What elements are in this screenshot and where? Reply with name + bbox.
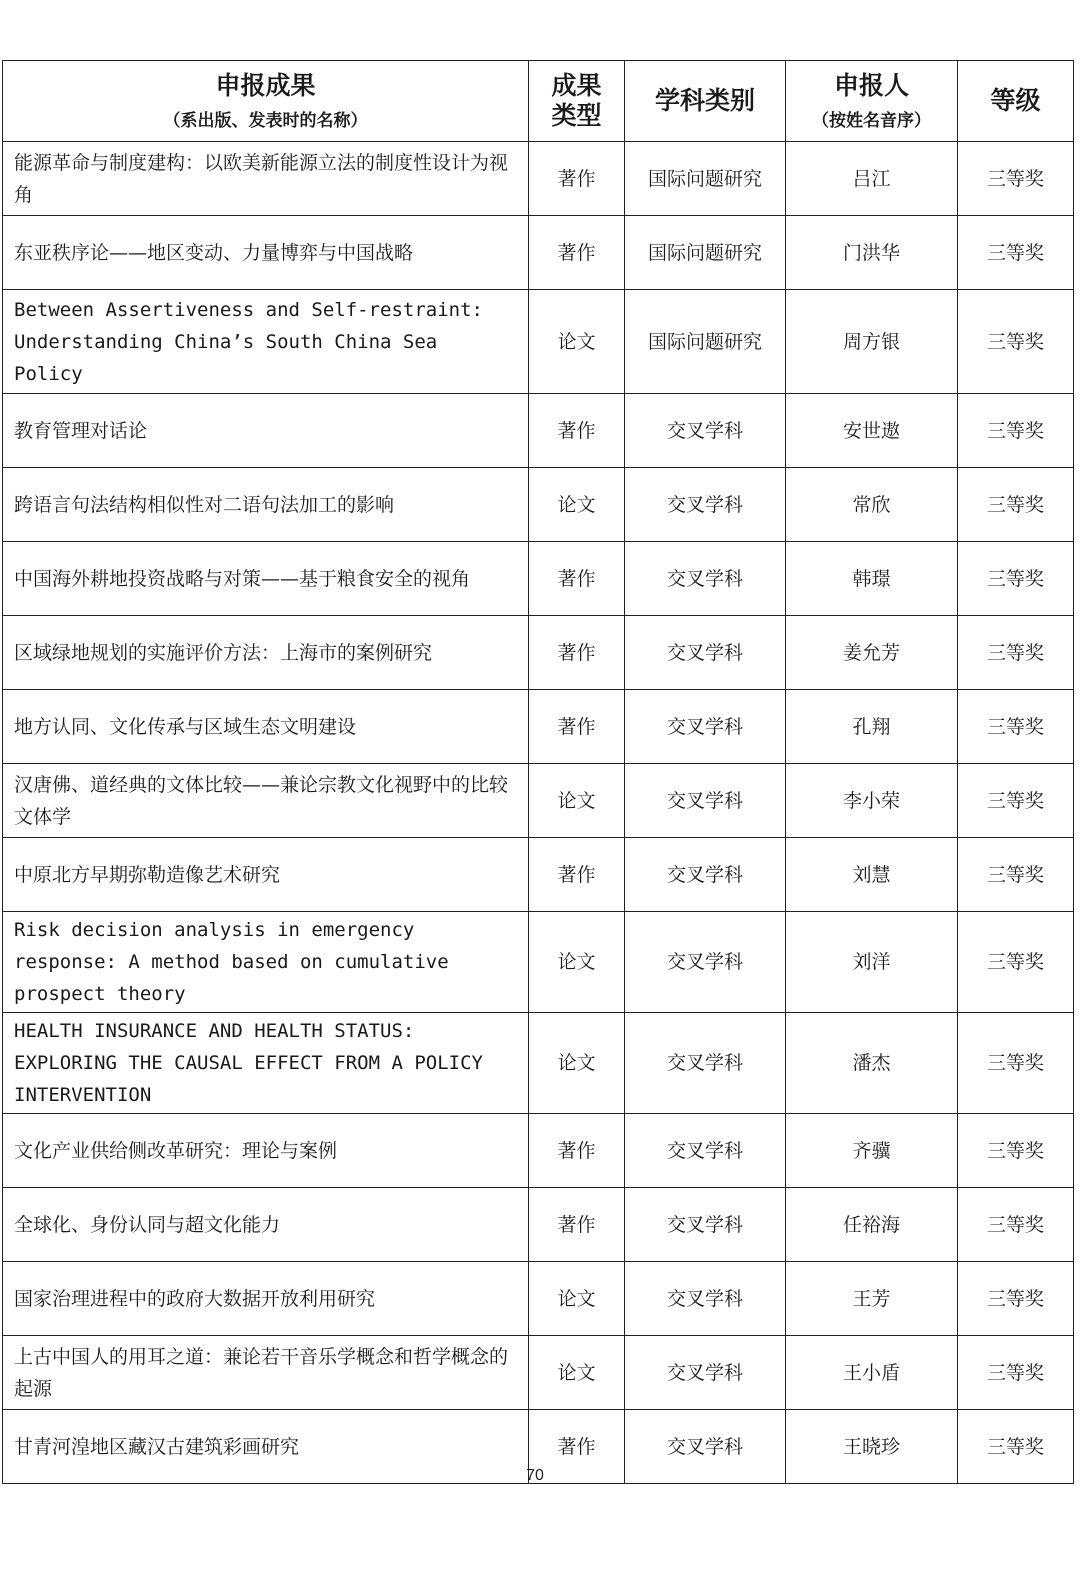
- applicant-cell: 韩璟: [786, 542, 958, 616]
- type-cell: 论文: [529, 1336, 625, 1410]
- award-table: [2, 60, 1074, 1484]
- discipline-cell: 国际问题研究: [625, 216, 786, 290]
- table-row: [3, 394, 1074, 468]
- table-row: [3, 838, 1074, 912]
- type-cell: 著作: [529, 216, 625, 290]
- header-discipline-column: [625, 61, 786, 142]
- table-body: [3, 142, 1074, 1484]
- discipline-cell: 交叉学科: [625, 1114, 786, 1188]
- table-row: [3, 616, 1074, 690]
- applicant-cell: 王芳: [786, 1262, 958, 1336]
- type-cell: 论文: [529, 468, 625, 542]
- title-cell: 全球化、身份认同与超文化能力: [3, 1188, 529, 1262]
- applicant-cell: 常欣: [786, 468, 958, 542]
- grade-cell: 三等奖: [958, 542, 1074, 616]
- title-cell: 汉唐佛、道经典的文体比较——兼论宗教文化视野中的比较文体学: [3, 764, 529, 838]
- grade-cell: 三等奖: [958, 290, 1074, 394]
- type-cell: 著作: [529, 1410, 625, 1484]
- grade-cell: 三等奖: [958, 1262, 1074, 1336]
- header-title-sub: （系出版、发表时的名称）: [163, 110, 368, 131]
- table-row: [3, 1262, 1074, 1336]
- header-discipline-label: 学科类别: [654, 86, 755, 115]
- page-number: 70: [526, 1467, 544, 1484]
- title-cell: 跨语言句法结构相似性对二语句法加工的影响: [3, 468, 529, 542]
- applicant-cell: 姜允芳: [786, 616, 958, 690]
- applicant-cell: 吕江: [786, 142, 958, 216]
- type-cell: 著作: [529, 616, 625, 690]
- grade-cell: 三等奖: [958, 616, 1074, 690]
- applicant-cell: 王小盾: [786, 1336, 958, 1410]
- type-cell: 论文: [529, 290, 625, 394]
- table-row: [3, 1013, 1074, 1114]
- header-grade-column: [958, 61, 1074, 142]
- grade-cell: 三等奖: [958, 1013, 1074, 1114]
- title-cell: 文化产业供给侧改革研究：理论与案例: [3, 1114, 529, 1188]
- grade-cell: 三等奖: [958, 216, 1074, 290]
- discipline-cell: 交叉学科: [625, 838, 786, 912]
- grade-cell: 三等奖: [958, 468, 1074, 542]
- type-cell: 著作: [529, 838, 625, 912]
- discipline-cell: 交叉学科: [625, 690, 786, 764]
- grade-cell: 三等奖: [958, 394, 1074, 468]
- table-row: [3, 1114, 1074, 1188]
- type-cell: 著作: [529, 542, 625, 616]
- type-cell: 著作: [529, 142, 625, 216]
- type-cell: 论文: [529, 912, 625, 1013]
- grade-cell: 三等奖: [958, 142, 1074, 216]
- title-cell: Between Assertiveness and Self-restraint: Understanding China’s South China Sea Policy: [3, 290, 529, 394]
- title-cell: Risk decision analysis in emergency response: A method based on cumulative prospect theory: [3, 912, 529, 1013]
- applicant-cell: 孔翔: [786, 690, 958, 764]
- discipline-cell: 国际问题研究: [625, 142, 786, 216]
- table-row: [3, 1336, 1074, 1410]
- table-row: [3, 542, 1074, 616]
- type-cell: 论文: [529, 764, 625, 838]
- applicant-cell: 刘洋: [786, 912, 958, 1013]
- header-title-column: [3, 61, 529, 142]
- title-cell: 区域绿地规划的实施评价方法：上海市的案例研究: [3, 616, 529, 690]
- title-cell: 东亚秩序论——地区变动、力量博弈与中国战略: [3, 216, 529, 290]
- discipline-cell: 交叉学科: [625, 1013, 786, 1114]
- table-row: [3, 690, 1074, 764]
- table-row: [3, 142, 1074, 216]
- discipline-cell: 国际问题研究: [625, 290, 786, 394]
- title-cell: 中原北方早期弥勒造像艺术研究: [3, 838, 529, 912]
- table-row: [3, 290, 1074, 394]
- discipline-cell: 交叉学科: [625, 764, 786, 838]
- applicant-cell: 潘杰: [786, 1013, 958, 1114]
- grade-cell: 三等奖: [958, 690, 1074, 764]
- header-type-column: [529, 61, 625, 142]
- grade-cell: 三等奖: [958, 1410, 1074, 1484]
- discipline-cell: 交叉学科: [625, 394, 786, 468]
- table-row: [3, 468, 1074, 542]
- discipline-cell: 交叉学科: [625, 1410, 786, 1484]
- applicant-cell: 齐骥: [786, 1114, 958, 1188]
- type-cell: 著作: [529, 690, 625, 764]
- table-row: [3, 912, 1074, 1013]
- type-cell: 著作: [529, 394, 625, 468]
- type-cell: 著作: [529, 1188, 625, 1262]
- title-cell: 地方认同、文化传承与区域生态文明建设: [3, 690, 529, 764]
- grade-cell: 三等奖: [958, 838, 1074, 912]
- header-type-line2: 类型: [551, 101, 602, 130]
- title-cell: HEALTH INSURANCE AND HEALTH STATUS: EXPLORING THE CAUSAL EFFECT FROM A POLICY INTERVENTION: [3, 1013, 529, 1114]
- title-cell: 国家治理进程中的政府大数据开放利用研究: [3, 1262, 529, 1336]
- type-cell: 论文: [529, 1262, 625, 1336]
- header-title-main: 申报成果: [215, 70, 316, 100]
- applicant-cell: 任裕海: [786, 1188, 958, 1262]
- applicant-cell: 刘慧: [786, 838, 958, 912]
- title-cell: 上古中国人的用耳之道：兼论若干音乐学概念和哲学概念的起源: [3, 1336, 529, 1410]
- type-cell: 论文: [529, 1013, 625, 1114]
- applicant-cell: 李小荣: [786, 764, 958, 838]
- discipline-cell: 交叉学科: [625, 468, 786, 542]
- header-applicant-column: [786, 61, 958, 142]
- discipline-cell: 交叉学科: [625, 1336, 786, 1410]
- grade-cell: 三等奖: [958, 764, 1074, 838]
- table-row: [3, 216, 1074, 290]
- type-cell: 著作: [529, 1114, 625, 1188]
- grade-cell: 三等奖: [958, 1188, 1074, 1262]
- grade-cell: 三等奖: [958, 1114, 1074, 1188]
- header-grade-label: 等级: [990, 86, 1041, 115]
- discipline-cell: 交叉学科: [625, 912, 786, 1013]
- applicant-cell: 门洪华: [786, 216, 958, 290]
- title-cell: 能源革命与制度建构：以欧美新能源立法的制度性设计为视角: [3, 142, 529, 216]
- title-cell: 中国海外耕地投资战略与对策——基于粮食安全的视角: [3, 542, 529, 616]
- table-header: [3, 61, 1074, 142]
- applicant-cell: 安世遨: [786, 394, 958, 468]
- discipline-cell: 交叉学科: [625, 1188, 786, 1262]
- table-row: [3, 1188, 1074, 1262]
- grade-cell: 三等奖: [958, 912, 1074, 1013]
- title-cell: 甘青河湟地区藏汉古建筑彩画研究: [3, 1410, 529, 1484]
- table-row: [3, 764, 1074, 838]
- grade-cell: 三等奖: [958, 1336, 1074, 1410]
- discipline-cell: 交叉学科: [625, 616, 786, 690]
- header-row: [3, 61, 1074, 142]
- discipline-cell: 交叉学科: [625, 1262, 786, 1336]
- header-applicant-main: 申报人: [833, 70, 909, 100]
- discipline-cell: 交叉学科: [625, 542, 786, 616]
- header-applicant-sub: （按姓名音序）: [812, 110, 931, 131]
- applicant-cell: 周方银: [786, 290, 958, 394]
- header-type-line1: 成果: [551, 71, 602, 100]
- title-cell: 教育管理对话论: [3, 394, 529, 468]
- applicant-cell: 王晓珍: [786, 1410, 958, 1484]
